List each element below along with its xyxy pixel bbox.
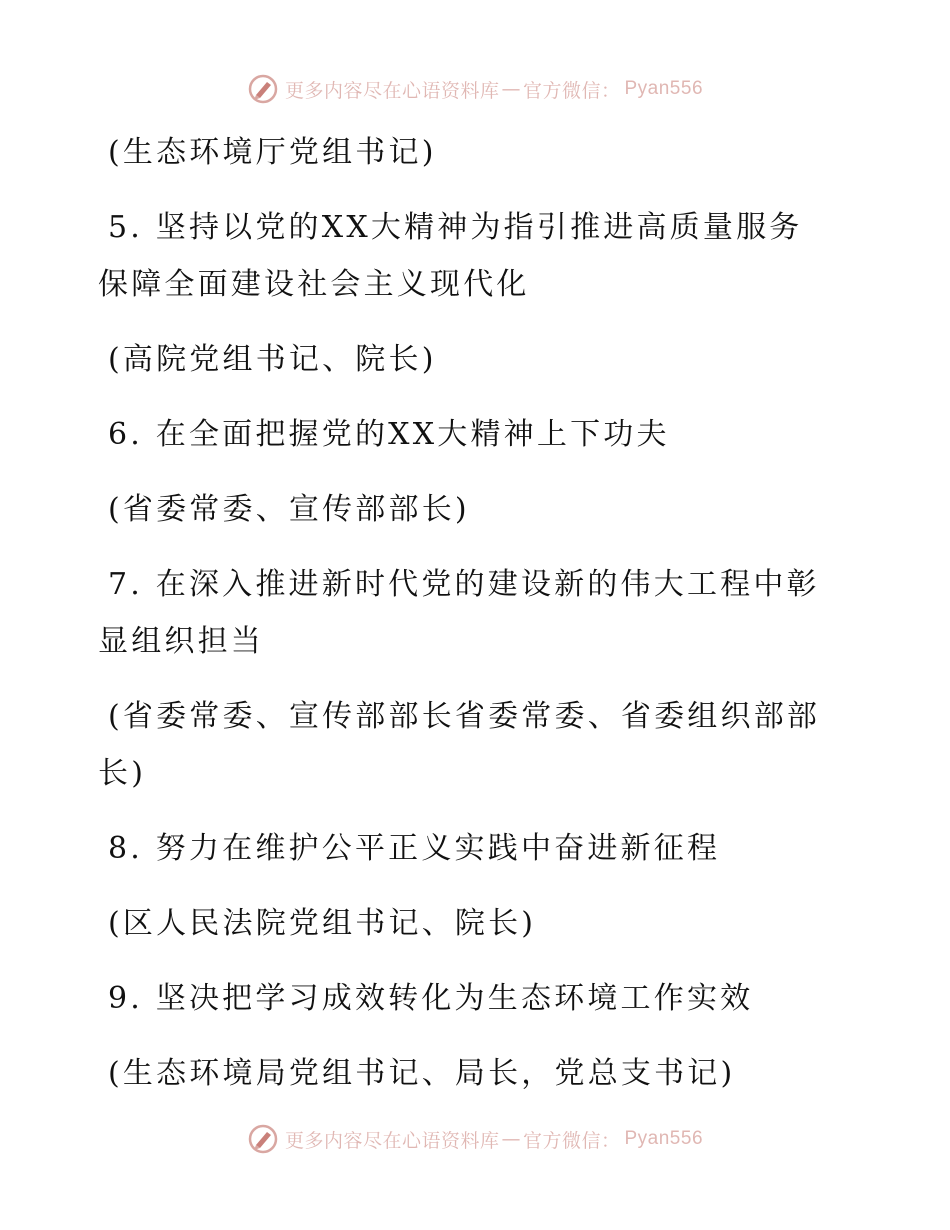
text-line: 7. 在深入推进新时代党的建设新的伟大工程中彰 bbox=[108, 567, 820, 602]
text-line: 显组织担当 bbox=[98, 624, 264, 659]
text-line: 8. 努力在维护公平正义实践中奋进新征程 bbox=[108, 831, 721, 866]
text-line: 保障全面建设社会主义现代化 bbox=[98, 267, 530, 302]
text-line: (省委常委、宣传部部长省委常委、省委组织部部 bbox=[108, 699, 821, 734]
document-body bbox=[98, 124, 858, 1102]
watermark-id: Pyan556 bbox=[624, 78, 704, 99]
watermark-id: Pyan556 bbox=[624, 1128, 704, 1149]
text-line: 6. 在全面把握党的XX大精神上下功夫 bbox=[108, 417, 670, 452]
header-watermark bbox=[0, 73, 950, 105]
watermark-dash: — bbox=[501, 1128, 521, 1150]
watermark-text: 更多内容尽在心语资料库 bbox=[284, 79, 500, 102]
text-line: (生态环境局党组书记、局长，党总支书记) bbox=[108, 1056, 736, 1091]
text-line: 5. 坚持以党的XX大精神为指引推进高质量服务 bbox=[108, 210, 803, 245]
watermark-dash: — bbox=[501, 78, 521, 100]
text-line: (高院党组书记、院长) bbox=[108, 342, 437, 377]
pen-logo-icon bbox=[247, 1123, 279, 1155]
watermark-suffix: 官方微信： bbox=[522, 79, 621, 102]
text-line: (区人民法院党组书记、院长) bbox=[108, 906, 537, 941]
text-line: 长) bbox=[98, 756, 147, 791]
pen-logo-icon bbox=[247, 73, 279, 105]
footer-watermark bbox=[0, 1123, 950, 1155]
watermark-suffix: 官方微信： bbox=[522, 1129, 621, 1152]
text-line: (生态环境厅党组书记) bbox=[108, 135, 437, 170]
text-line: (省委常委、宣传部部长) bbox=[108, 492, 470, 527]
watermark-text: 更多内容尽在心语资料库 bbox=[284, 1129, 500, 1152]
text-line: 9. 坚决把学习成效转化为生态环境工作实效 bbox=[108, 981, 754, 1016]
